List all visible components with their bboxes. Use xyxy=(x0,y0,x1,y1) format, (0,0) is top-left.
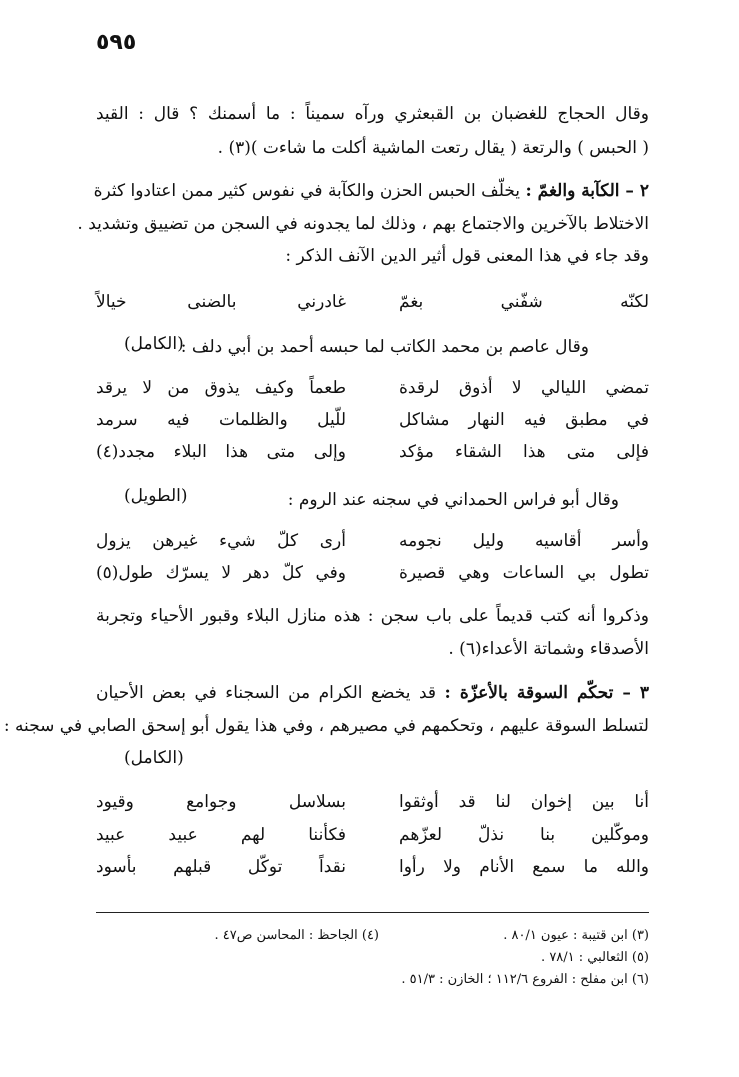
verse-hemistich-2: للّيل والظلمات فيه سرمد xyxy=(96,410,346,430)
section-heading: ٣ – تحكّم السوقة بالأعزّة : xyxy=(444,683,650,703)
footnote: (٣) ابن قتيبة : عيون ٨٠/١ . xyxy=(503,928,649,943)
verse-hemistich-1: أنا بين إخوان لنا قد أوثقوا xyxy=(399,792,649,812)
footnote: (٦) ابن مفلح : الفروع ١١٢/٦ ؛ الخازن : ٥١/٣ . xyxy=(401,972,649,987)
meter-label: (الكامل) xyxy=(124,748,184,768)
paragraph-line: الأصدقاء وشماتة الأعداء(٦) . xyxy=(448,639,649,659)
verse-hemistich-2: طعماً وكيف يذوق من لا يرقد xyxy=(96,378,346,398)
paragraph-line: وذكروا أنه كتب قديماً على باب سجن : هذه منازل البلاء وقبور الأحياء وتجربة xyxy=(96,606,649,626)
verse xyxy=(96,292,649,322)
verse-hemistich-2: وإلى متى هذا البلاء مجدد(٤) xyxy=(96,442,346,462)
verse xyxy=(96,857,649,887)
paragraph-line: وقد جاء في هذا المعنى قول أثير الدين الآنف الذكر : xyxy=(285,246,649,266)
verse xyxy=(96,378,649,408)
verse xyxy=(96,563,649,593)
section-first-line xyxy=(96,683,649,703)
verse-hemistich-1: وموكّلين بنا نذلّ لعزّهم xyxy=(399,825,649,845)
meter-label: (الطويل) xyxy=(124,486,188,506)
verse-hemistich-1: تمضي الليالي لا أذوق لرقدة xyxy=(399,378,649,398)
verse-hemistich-1: لكنّه شفّني بغمّ xyxy=(399,292,649,312)
verse xyxy=(96,410,649,440)
verse-hemistich-2: بسلاسل وجوامع وقيود xyxy=(96,792,346,812)
paragraph-line: وقال الحجاج للغضبان بن القبعثري ورآه سميناً : ما أسمنك ؟ قال : القيد xyxy=(96,104,649,124)
verse-hemistich-1: وأسر أقاسيه وليل نجومه xyxy=(399,531,649,551)
verse-hemistich-2: نقداً توكّل قبلهم بأسود xyxy=(96,857,346,877)
verse xyxy=(96,792,649,822)
footnote: (٥) الثعالبي : ٧٨/١ . xyxy=(541,950,649,965)
verse-hemistich-2: وفي كلّ دهر لا يسرّك طول(٥) xyxy=(96,563,346,583)
footnote: (٤) الجاحظ : المحاسن ص٤٧ . xyxy=(214,928,379,943)
verse-hemistich-1: فإلى متى هذا الشقاء مؤكد xyxy=(399,442,649,462)
verse-intro: وقال أبو فراس الحمداني في سجنه عند الروم : xyxy=(287,490,619,510)
verse-hemistich-1: تطول بي الساعات وهي قصيرة xyxy=(399,563,649,583)
verse xyxy=(96,442,649,472)
verse-intro: وقال عاصم بن محمد الكاتب لما حبسه أحمد بن أبي دلف : xyxy=(180,337,589,357)
paragraph-line: الاختلاط بالآخرين والاجتماع بهم ، وذلك لما يجدونه في السجن من تضييق وتشديد . xyxy=(77,214,649,234)
page-number: ٥٩٥ xyxy=(96,30,137,55)
verse xyxy=(96,531,649,561)
section-first-line xyxy=(93,181,649,201)
paragraph-line: لتسلط السوقة عليهم ، وتحكمهم في مصيرهم ، وفي هذا يقول أبو إسحق الصابي في سجنه : xyxy=(3,716,649,736)
section-text: قد يخضع الكرام من السجناء في بعض الأحيان xyxy=(96,683,437,703)
section-text: يخلّف الحبس الحزن والكآبة في نفوس كثير ممن اعتادوا كثرة xyxy=(93,181,521,201)
verse-hemistich-1: في مطبق فيه النهار مشاكل xyxy=(399,410,649,430)
verse-hemistich-2: أرى كلّ شيء غيرهن يزول xyxy=(96,531,346,551)
footnote-divider xyxy=(96,912,649,913)
verse-hemistich-2: فكأننا لهم عبيد عبيد xyxy=(96,825,346,845)
verse-hemistich-1: والله ما سمع الأنام ولا رأوا xyxy=(399,857,649,877)
meter-label: (الكامل) xyxy=(124,334,184,354)
verse-hemistich-2: غادرني بالضنى خيالاً xyxy=(96,292,346,312)
verse xyxy=(96,825,649,855)
paragraph-line: ( الحبس ) والرتعة ( يقال رتعت الماشية أكلت ما شاءت )(٣) . xyxy=(217,138,649,158)
section-heading: ٢ – الكآبة والغمّ : xyxy=(525,181,649,201)
